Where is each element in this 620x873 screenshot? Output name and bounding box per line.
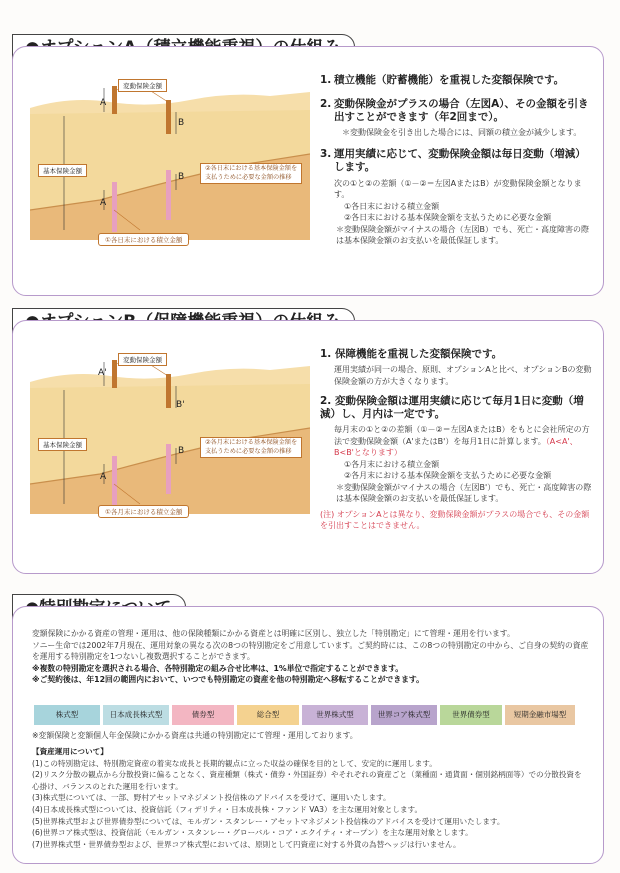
option-b-points [320,348,592,532]
fund-item: (4)日本成長株式型については、投資信託（フィデリティ・日本成長株・ファンド VA3）を主な運用対象とします。 [32,804,423,814]
label-2-b-line1: ②各月末における基本保険金額を [205,439,298,446]
point-title: 変動保険金がプラスの場合（左図A）、その金額を引き出すことができます（年2回まで）。 [334,98,589,123]
fund-heading: 【資産運用について】 [32,747,108,756]
special-text [32,628,592,686]
label-1-b: ①各月末における積立金額 [98,505,189,518]
mark-b1: B' [176,400,185,410]
option-a-point-2 [320,98,590,124]
fund-item: (7)世界株式型・世界債券型および、世界コア株式型においては、原則として円資産に対する外貨の為替ヘッジは行いません。 [32,839,461,849]
option-b-point-2-title: 2. 変動保険金額は運用実績に応じて毎月1日に変動（増減）し、月内は一定です。 [320,395,584,420]
mark-b-top: B [178,118,185,128]
bar-a1 [112,360,117,388]
option-b-diagram [30,344,310,524]
point-num: 3. [320,147,332,160]
point-title: 運用実績に応じて、変動保険金額は毎日変動（増減）します。 [334,147,586,173]
point-2-item: ①各月末における積立金額 [344,459,440,469]
option-b-point-2-body [334,424,592,459]
label-hendo-b: 変動保険金額 [118,353,167,366]
option-b-point-1-body: 運用実績が同一の場合、原則、オプションAと比べ、オプションBの変動保険金額の方が大きくなります。 [334,365,592,386]
option-a-points [320,74,590,247]
label-2-b [200,437,302,458]
mark-a: A [100,472,107,482]
option-a-point-1 [320,74,590,87]
mark-b: B [178,446,185,456]
special-para2: ソニー生命では2002年7月現在、運用対象の異なる次の8つの特別勘定をご用意しています。ご契約時には、この8つの特別勘定の中から、ご自身の契約の資産を運用する特別勘定を1つないし複数選択することができます。 [32,640,589,661]
label-kihon-b: 基本保険金額 [38,438,87,451]
fund-chip-nihon-seicho: 日本成長株式型 [103,705,169,725]
label-2-a [200,163,302,184]
option-b-caution: (注) オプションAとは異なり、変動保険金額がプラスの場合でも、その金額を引出すことはできません。 [320,509,590,530]
mark-b-bottom: B [178,172,185,182]
label-1-a: ①各日末における積立金額 [98,233,189,246]
option-a-point-3 [320,148,590,174]
mark-a1: A' [98,368,107,378]
mark-a-bottom: A [100,198,107,208]
label-2-b-line2: 支払うために必要な金額の推移 [205,447,292,455]
bar-b1 [166,374,171,408]
bar-a-top [112,86,117,114]
special-bold1: ※複数の特別勘定を選択される場合、各特別勘定の組み合せ比率は、1%単位で指定することができます。 [32,663,404,673]
fund-chip-sekai-core: 世界コア株式型 [371,705,437,725]
bar-a [112,456,117,506]
fund-chip-sekai-kabushiki: 世界株式型 [302,705,368,725]
fund-policy-list [32,746,588,850]
option-a-diagram [30,70,310,250]
fund-item: (3)株式型については、一部、野村アセットマネジメント投信株のアドバイスを受けて、運用いたします。 [32,793,391,803]
fund-chip-sogo: 総合型 [237,705,299,725]
mark-a-top: A [100,98,107,108]
fund-chip-kabushiki: 株式型 [34,705,100,725]
point-title: 積立機能（貯蓄機能）を重視した変額保険です。 [334,74,565,86]
fund-item: (5)世界株式型および世界債券型については、モルガン・スタンレー・アセットマネジメント投信株のアドバイスを受けて運用いたします。 [32,816,505,826]
fund-chips [34,705,575,725]
fund-item: (1)この特別勘定は、特別勘定資産の着実な成長と長期的観点に立った収益の確保を目的として、安定的に運用します。 [32,758,437,768]
label-2-a-line1: ②各日末における基本保険金額を [205,165,298,172]
fund-chip-sekai-saiken: 世界債券型 [440,705,502,725]
special-bold2: ※ご契約後は、年12回の範囲内において、いつでも特別勘定の資産を他の特別勘定へ移転することができます。 [32,675,424,684]
point-num: 1. [320,74,332,86]
bar-b [166,444,171,494]
label-2-a-line2: 支払うために必要な金額の推移 [205,173,292,181]
label-hendo-a: 変動保険金額 [118,79,167,92]
point-2-note: ＊変動保険金額がマイナスの場合（左図B'）でも、死亡・高度障害の際は基本保険金額のお支払いを最低保証します。 [336,482,592,503]
fund-item: (2)リスク分散の観点から分散投資に偏ることなく、資産種類（株式・債券・外国証券）やそれぞれの資産ごと（業種面・通貨面・個別銘柄面等）での分散投資を心掛け、バランスのとれた運用を行います。 [32,770,582,791]
label-kihon-a: 基本保険金額 [38,164,87,177]
point-body: 次の①と②の差額（①－②＝左図AまたはB）が変動保険金額となります。 [334,178,582,199]
point-sub: ①各日末における積立金額 [344,201,440,211]
special-note: ※変額保険と変額個人年金保険にかかる資産は共通の特別勘定にて管理・運用しております。 [32,731,358,740]
point-note: ＊変動保険金額がマイナスの場合（左図B）でも、死亡・高度障害の際は基本保険金額のお支払いを最低保証します。 [336,224,590,245]
point-2-text: 毎月末の①と②の差額（①－②＝左図AまたはB）をもとに会社所定の方法で変動保険金額（A'またはB'）を毎月1日に計算します。 [334,425,590,446]
fund-chip-saiken: 債券型 [172,705,234,725]
point-2-red: （A<A'、B<B'となります） [334,436,578,457]
point-2-item: ②各月末における基本保険金額を支払うために必要な金額 [344,471,552,480]
point-sub: ②各日末における基本保険金額を支払うために必要な金額 [344,213,552,222]
bar-b-top [166,100,171,134]
fund-item: (6)世界コア株式型は、投資信託（モルガン・スタンレー・グローバル・コア・エクイティ・オープン）を主な運用対象とします。 [32,828,473,838]
fund-chip-tanki: 短期金融市場型 [505,705,575,725]
bar-b-bottom [166,170,171,220]
option-b-point-1-title: 1. 保障機能を重視した変額保険です。 [320,348,503,360]
bar-a-bottom [112,182,117,232]
point-num: 2. [320,98,332,110]
special-para1: 変額保険にかかる資産の管理・運用は、他の保険種類にかかる資産とは明確に区別し、独立した「特別勘定」にて管理・運用を行います。 [32,629,515,638]
point-note: ＊変動保険金を引き出した場合には、同額の積立金が減少します。 [342,128,582,137]
